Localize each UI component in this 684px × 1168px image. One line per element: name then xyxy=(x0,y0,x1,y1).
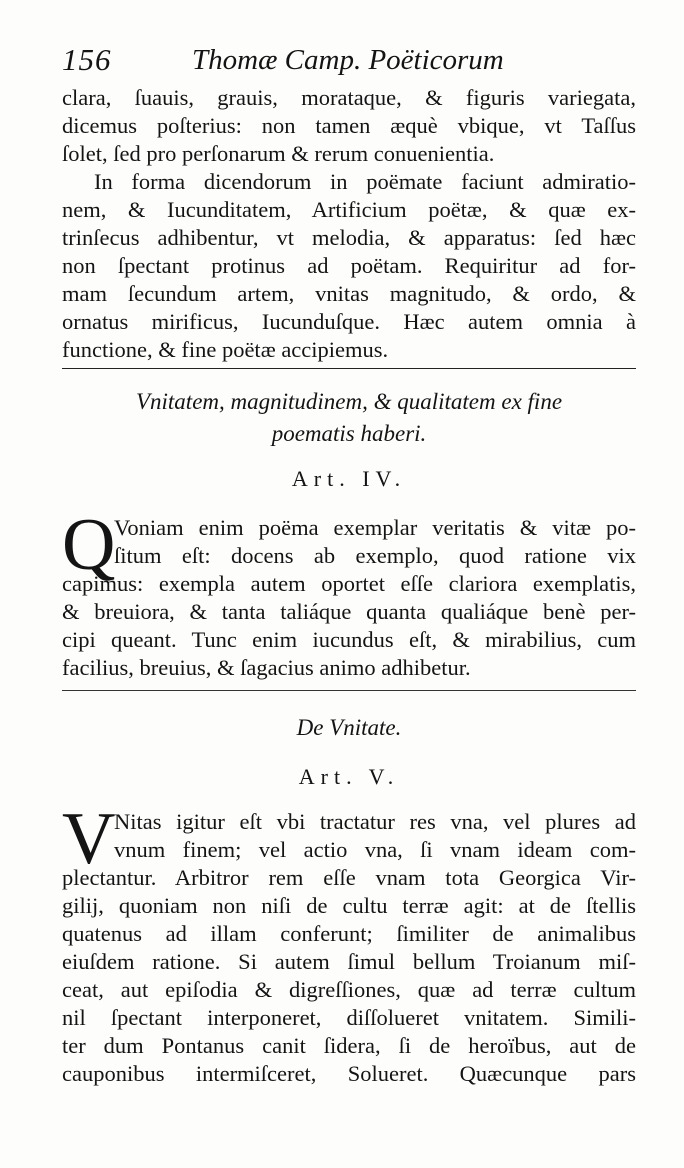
text-line: & breuiora, & tanta taliáque quanta qualiáque benè per- xyxy=(62,599,636,624)
paragraph-art-v xyxy=(62,798,636,1088)
drop-cap: Q xyxy=(62,504,116,586)
text-line: vnum finem; vel actio vna, ſi vnam ideam com- xyxy=(114,837,636,862)
section-heading-line: poematis haberi. xyxy=(271,421,427,446)
paragraph-art-iv xyxy=(62,504,636,682)
text-line: eiuſdem ratione. Si autem ſimul bellum Troianum miſ- xyxy=(62,949,636,974)
text-line: plectantur. Arbitror rem eſſe vnam tota Georgica Vir- xyxy=(62,865,636,890)
article-label: Art. IV. xyxy=(291,466,407,491)
text-line: mam ſecundum artem, vnitas magnitudo, & ordo, & xyxy=(62,281,636,306)
section-heading-line: Vnitatem, magnitudinem, & qualitatem ex fine xyxy=(135,389,563,414)
text-line: ter dum Pontanus canit ſidera, ſi de heroïbus, aut de xyxy=(62,1033,636,1058)
text-line: nil ſpectant interponeret, diſſolueret vnitatem. Simili- xyxy=(62,1005,636,1030)
text-line: ornatus mirificus, Iucunduſque. Hæc autem omnia à xyxy=(62,309,636,334)
text-line: quatenus ad illam conferunt; ſimiliter de animalibus xyxy=(62,921,636,946)
text-line: cauponibus intermiſceret, Solueret. Quæcunque pars xyxy=(62,1061,636,1086)
paragraph-forma xyxy=(62,168,636,364)
paragraph-continuation xyxy=(62,84,636,168)
section-rule xyxy=(62,690,636,691)
text-line: functione, & fine poëtæ accipiemus. xyxy=(62,337,389,362)
text-line: facilius, breuius, & ſagacius animo adhibetur. xyxy=(62,655,471,680)
text-line: non ſpectant protinus ad poëtam. Requiritur ad for- xyxy=(62,253,636,278)
text-line: cipi queant. Tunc enim iucundus eſt, & mirabilius, cum xyxy=(62,627,636,652)
section-rule xyxy=(62,368,636,369)
section-heading: De Vnitate. xyxy=(296,715,402,740)
running-head xyxy=(62,40,642,84)
text-line: nem, & Iucunditatem, Artificium poëtæ, & quæ ex- xyxy=(62,197,636,222)
text-line: ceat, aut epiſodia & digreſſiones, quæ ad terræ cultum xyxy=(62,977,636,1002)
section-heading xyxy=(62,386,636,450)
text-line: capimus: exempla autem oportet eſſe clariora exemplatis, xyxy=(62,571,636,596)
text-line: clara, ſuauis, grauis, morataque, & figuris variegata, xyxy=(62,85,636,110)
text-line: ſolet, ſed pro perſonarum & rerum conuenientia. xyxy=(62,141,495,166)
text-line: dicemus poſterius: non tamen æquè vbique, vt Taſſus xyxy=(62,113,636,138)
drop-cap: V xyxy=(62,798,116,880)
text-line: Voniam enim poëma exemplar veritatis & vitæ po- xyxy=(114,515,636,540)
text-line: In forma dicendorum in poëmate faciunt admiratio- xyxy=(94,169,636,194)
text-line: Nitas igitur eſt vbi tractatur res vna, vel plures ad xyxy=(114,809,636,834)
text-line: ſitum eſt: docens ab exemplo, quod ratione vix xyxy=(114,543,636,568)
text-line: trinſecus adhibentur, vt melodia, & apparatus: ſed hæc xyxy=(62,225,636,250)
article-label: Art. V. xyxy=(298,764,400,789)
text-line: gilij, quoniam non niſi de cultu terræ agit: at de ſtellis xyxy=(62,893,636,918)
page-number: 156 xyxy=(62,42,112,77)
running-title: Thomæ Camp. Poëticorum xyxy=(192,44,504,76)
